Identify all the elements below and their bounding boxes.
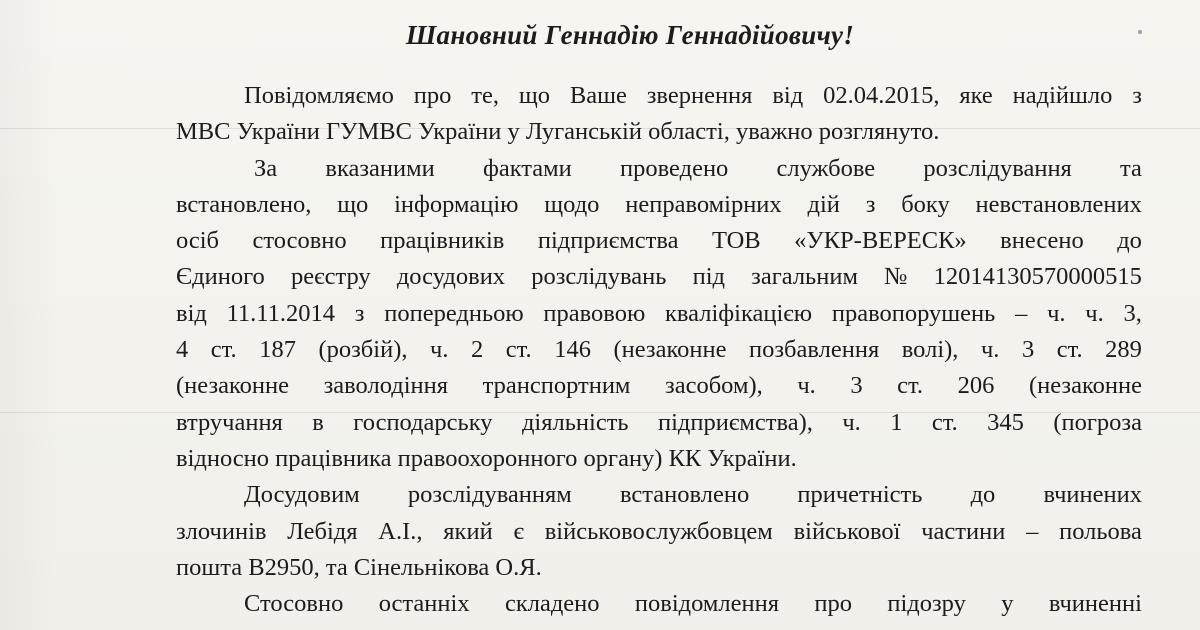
letter-line — [176, 151, 1142, 187]
letter-word: з — [865, 190, 876, 218]
letter-word: ст. — [1056, 336, 1083, 364]
letter-word: від — [176, 299, 207, 327]
letter-word: ч. — [430, 336, 449, 364]
letter-word: з — [354, 299, 365, 327]
letter-word: позбавлення — [749, 336, 880, 364]
letter-word: 289 — [1105, 336, 1142, 364]
letter-word: Єдиного — [176, 263, 265, 291]
letter-word: правопорушень — [831, 299, 996, 327]
letter-word: підозру — [887, 590, 966, 618]
letter-line — [176, 259, 1142, 295]
letter-word: ТОВ — [711, 227, 761, 255]
letter-word: заволодіння — [323, 372, 449, 400]
letter-word: розслідувань — [531, 263, 667, 291]
letter-word: у — [1001, 590, 1014, 618]
letter-word: 11.11.2014 — [226, 299, 336, 327]
letter-word: боку — [901, 190, 950, 218]
letter-word: частини — [921, 517, 1006, 545]
letter-word: повідомлення — [634, 590, 779, 618]
letter-word: встановлено, — [176, 190, 312, 218]
letter-word: втручання — [176, 408, 283, 436]
letter-word: попередньою — [384, 299, 524, 327]
letter-word: 345 — [987, 408, 1024, 436]
letter-word: (розбій), — [318, 336, 408, 364]
letter-line — [176, 187, 1142, 223]
letter-word: правовою — [543, 299, 646, 327]
letter-word: ст. — [897, 372, 924, 400]
letter-word: «УКР-ВЕРЕСК» — [794, 227, 967, 255]
letter-word: ч. — [842, 408, 861, 436]
letter-word: 206 — [957, 372, 995, 400]
letter-word: (незаконне — [1028, 372, 1142, 400]
letter-word: вчинених — [1043, 481, 1142, 509]
letter-line — [176, 223, 1142, 259]
letter-word: діяльність — [521, 408, 629, 436]
letter-word: ст. — [505, 336, 532, 364]
letter-line — [176, 586, 1142, 622]
letter-word: та — [1120, 154, 1142, 182]
letter-word: вчиненні — [1048, 590, 1142, 618]
letter-word: з — [1132, 82, 1142, 109]
letter-word: Досудовим — [244, 481, 360, 509]
letter-word: який — [443, 517, 493, 545]
letter-word: польова — [1059, 517, 1142, 545]
letter-word: досудових — [396, 263, 506, 291]
letter-word: військової — [793, 517, 901, 545]
letter-word: останніх — [378, 590, 470, 618]
letter-word: 1 — [890, 408, 903, 436]
letter-word: до — [1117, 227, 1142, 255]
letter-body — [176, 78, 1142, 622]
letter-word: 4 — [176, 336, 189, 364]
letter-word: засобом), — [665, 372, 763, 400]
letter-word: фактами — [482, 154, 572, 182]
letter-word: військовослужбовцем — [544, 517, 773, 545]
letter-word: неправомірних — [625, 190, 782, 218]
letter-word: невстановлених — [975, 190, 1142, 218]
letter-word: (незаконне — [176, 372, 290, 400]
letter-word: розслідуванням — [407, 481, 572, 509]
letter-line — [176, 114, 1142, 150]
letter-word: стосовно — [252, 227, 347, 255]
letter-word: є — [513, 517, 524, 545]
letter-word: 2 — [471, 336, 484, 364]
letter-word: ч. — [980, 336, 1000, 364]
letter-word: ч. — [1047, 299, 1066, 327]
letter-word: розслідування — [923, 154, 1072, 182]
letter-word: службове — [776, 154, 876, 182]
letter-word: під — [692, 263, 725, 291]
letter-word: 3, — [1123, 299, 1142, 327]
letter-line — [176, 514, 1142, 550]
letter-word: що — [518, 82, 550, 109]
letter-word: 3 — [1021, 336, 1035, 364]
letter-word: осіб — [176, 227, 220, 255]
letter-word: загальним — [751, 263, 858, 291]
letter-word: що — [337, 190, 369, 218]
letter-word: 02.04.2015, — [823, 82, 940, 109]
letter-word: № — [884, 263, 908, 291]
letter-word: інформацію — [394, 190, 519, 218]
letter-word: злочинів — [176, 517, 267, 545]
letter-word: 146 — [554, 336, 591, 364]
letter-word: (незаконне — [613, 336, 727, 364]
letter-greeting: Шановний Геннадію Геннадійовичу! — [405, 20, 855, 50]
letter-line — [176, 296, 1142, 332]
letter-line — [176, 78, 1142, 114]
letter-word: складено — [504, 590, 600, 618]
letter-word: волі), — [901, 336, 959, 364]
letter-word: встановлено — [619, 481, 750, 509]
letter-word: – — [1015, 299, 1028, 327]
letter-word: щодо — [544, 190, 600, 218]
letter-word: те, — [471, 82, 499, 109]
letter-word: Стосовно — [244, 590, 344, 618]
letter-word: господарську — [353, 408, 493, 436]
letter-word: підприємства — [537, 227, 679, 255]
letter-word: ч. — [797, 372, 816, 400]
letter-word: надійшло — [1012, 82, 1113, 109]
letter-line — [176, 405, 1142, 441]
letter-word: Лебідя — [287, 517, 358, 545]
letter-word: від — [772, 82, 804, 109]
letter-line — [176, 332, 1142, 368]
letter-word: дій — [807, 190, 840, 218]
letter-word: Ваше — [569, 82, 627, 109]
letter-word: А.І., — [378, 517, 423, 545]
letter-word: Повідомляємо — [244, 82, 394, 109]
letter-word: (погроза — [1053, 408, 1142, 436]
letter-word: МВС України ГУМВС України у Луганській області, уважно розглянуто. — [176, 118, 940, 146]
letter-line — [176, 441, 1142, 477]
letter-word: до — [970, 481, 996, 509]
letter-word: відносно працівника правоохоронного органу) КК України. — [176, 444, 797, 472]
letter-word: 187 — [259, 336, 296, 364]
letter-line — [176, 368, 1142, 404]
letter-word: 12014130570000515 — [933, 263, 1142, 291]
letter-word: про — [413, 82, 452, 109]
letter-word: підприємства), — [658, 408, 813, 436]
letter-word: вказаними — [325, 154, 435, 182]
letter-word: 3 — [850, 372, 863, 400]
letter-word: працівників — [380, 227, 505, 255]
letter-word: реєстру — [290, 263, 371, 291]
letter-word: ст. — [931, 408, 958, 436]
letter-word: – — [1026, 517, 1039, 545]
letter-word: причетність — [797, 481, 923, 509]
letter-word: ст. — [210, 336, 237, 364]
letter-word: про — [814, 590, 852, 618]
letter-word: ч. — [1085, 299, 1104, 327]
letter-word: транспортним — [482, 372, 631, 400]
letter-word: кваліфікацією — [665, 299, 813, 327]
letter-word: проведено — [620, 154, 729, 182]
letter-word: звернення — [646, 82, 753, 109]
letter-line — [176, 477, 1142, 513]
letter-word: внесено — [1000, 227, 1084, 255]
letter-word: пошта В2950, та Сінельнікова О.Я. — [176, 553, 542, 581]
letter-word: в — [312, 408, 324, 436]
letter-word: яке — [959, 82, 993, 109]
letter-line — [176, 550, 1142, 586]
letter-word: За — [254, 154, 278, 182]
